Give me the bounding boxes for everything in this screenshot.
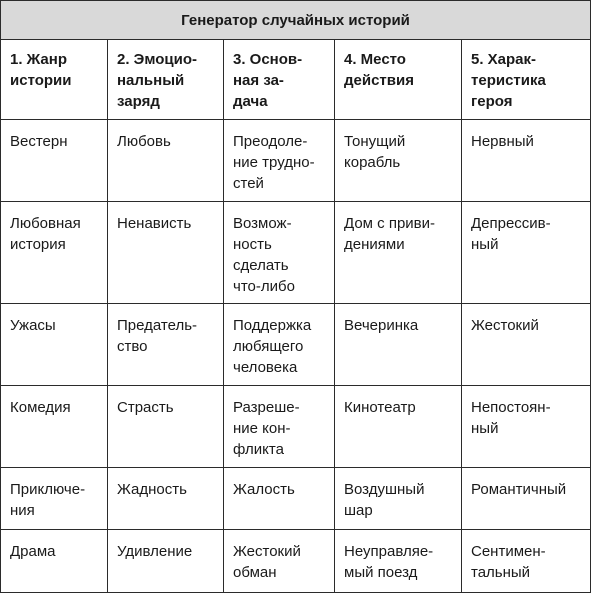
table-row [1, 530, 591, 593]
table-cell [462, 304, 591, 386]
table-row [1, 386, 591, 468]
column-header-task [224, 40, 335, 120]
table-cell [335, 304, 462, 386]
cell-text: Депрессив- ный [471, 215, 551, 253]
table-cell [462, 530, 591, 593]
table-cell [224, 468, 335, 530]
cell-text: Любовная история [10, 215, 81, 253]
cell-text: Сентимен- тальный [471, 543, 546, 581]
table-cell [1, 202, 108, 304]
cell-text: Воздушный шар [344, 481, 425, 519]
cell-text: Разреше- ние кон- фликта [233, 399, 300, 458]
table-row [1, 120, 591, 202]
cell-text: Нервный [471, 133, 534, 150]
cell-text: Преодоле- ние трудно- стей [233, 133, 315, 192]
table-cell [1, 304, 108, 386]
table-cell [108, 386, 224, 468]
cell-text: Страсть [117, 399, 174, 416]
cell-text: Жестокий [471, 317, 539, 334]
cell-text: Возмож- ность сделать что-либо [233, 215, 295, 295]
column-header-emotion [108, 40, 224, 120]
column-header-text: 4. Место действия [344, 51, 414, 89]
column-header-text: 1. Жанр истории [10, 51, 72, 89]
cell-text: Дом с приви- дениями [344, 215, 436, 253]
table-cell [335, 120, 462, 202]
column-header-text: 5. Харак- теристика героя [471, 51, 546, 110]
cell-text: Вестерн [10, 133, 68, 150]
table-title: Генератор случайных историй [1, 1, 591, 40]
cell-text: Ужасы [10, 317, 56, 334]
cell-text: Романтичный [471, 481, 567, 498]
cell-text: Любовь [117, 133, 171, 150]
column-header-genre [1, 40, 108, 120]
table-cell [108, 202, 224, 304]
cell-text: Непостоян- ный [471, 399, 551, 437]
table-cell [462, 202, 591, 304]
table-cell [335, 386, 462, 468]
cell-text: Жестокий обман [233, 543, 301, 581]
header-row [1, 40, 591, 120]
column-header-setting [335, 40, 462, 120]
table-cell [462, 386, 591, 468]
cell-text: Жалость [233, 481, 295, 498]
table-cell [108, 304, 224, 386]
table-cell [224, 202, 335, 304]
column-header-text: 3. Основ- ная за- дача [233, 51, 303, 110]
cell-text: Драма [10, 543, 56, 560]
table-cell [224, 530, 335, 593]
table-cell [1, 120, 108, 202]
cell-text: Комедия [10, 399, 71, 416]
table-cell [462, 120, 591, 202]
table-row [1, 468, 591, 530]
table-row [1, 304, 591, 386]
table-cell [1, 468, 108, 530]
cell-text: Вечеринка [344, 317, 419, 334]
table-cell [224, 386, 335, 468]
table-cell [1, 530, 108, 593]
table-cell [224, 304, 335, 386]
cell-text: Удивление [117, 543, 193, 560]
column-header-hero-trait [462, 40, 591, 120]
table-row [1, 202, 591, 304]
cell-text: Приключе- ния [10, 481, 86, 519]
column-header-text: 2. Эмоцио- нальный заряд [117, 51, 198, 110]
table-cell [108, 468, 224, 530]
table-cell [335, 468, 462, 530]
table-cell [1, 386, 108, 468]
cell-text: Предатель- ство [117, 317, 198, 355]
cell-text: Ненависть [117, 215, 192, 232]
table-cell [335, 530, 462, 593]
table-cell [108, 530, 224, 593]
cell-text: Тонущий корабль [344, 133, 406, 171]
cell-text: Кинотеатр [344, 399, 416, 416]
title-row [1, 1, 591, 40]
cell-text: Поддержка любящего человека [233, 317, 312, 376]
cell-text: Неуправляе- мый поезд [344, 543, 434, 581]
cell-text: Жадность [117, 481, 187, 498]
table-cell [335, 202, 462, 304]
table-cell [462, 468, 591, 530]
table-cell [224, 120, 335, 202]
table-cell [108, 120, 224, 202]
